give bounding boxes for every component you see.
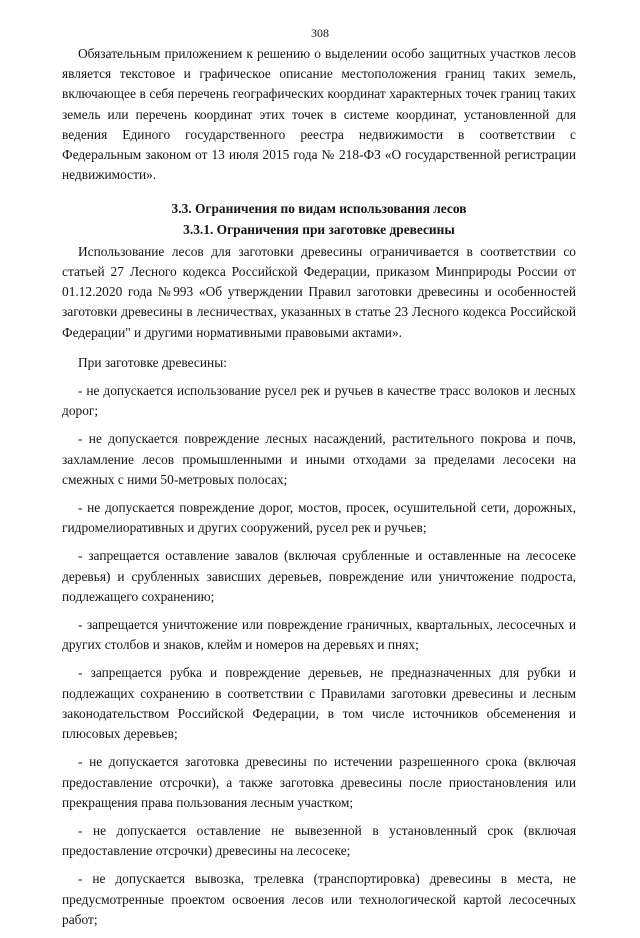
list-intro: При заготовке древесины: bbox=[78, 354, 227, 370]
list-item: - не допускается оставление не вывезенной в установленный срок (включая предоставление отсрочки) древесины на лесосеке; bbox=[62, 822, 576, 859]
list-item: - не допускается заготовка древесины по истечении разрешенного срока (включая предоставление отсрочки), а также заготовка древесины после приостановления или прекращения права пользования лесным участком; bbox=[62, 754, 576, 810]
lead-paragraph: Использование лесов для заготовки древесины ограничивается в соответствии со статьей 27 Лесного кодекса Российской Федерации, приказом Минприроды России от 01.12.2020 года №993 «Об утверждении Правил заготовки древесины и особенностей заготовки древесины в лесничествах, указанных в статье 23 Лесного кодекса Российской Федерации" и другими нормативными правовыми актами». bbox=[62, 243, 576, 340]
list-item: - запрещается оставление завалов (включая срубленные и оставленные на лесосеке деревья) и срубленных зависших деревьев, повреждение или уничтожение подроста, подлежащего сохранению; bbox=[62, 548, 576, 604]
subsection-heading: 3.3.1. Ограничения при заготовке древесины bbox=[183, 221, 455, 237]
page-number: 308 bbox=[311, 26, 329, 40]
list-item: - не допускается повреждение лесных насаждений, растительного покрова и почв, захламление лесов промышленными и иными отходами за пределами лесосеки на смежных с ними 50-метровых полосах; bbox=[62, 431, 576, 487]
list-item: - запрещается рубка и повреждение деревьев, не предназначенных для рубки и подлежащих сохранению в соответствии с Правилами заготовки древесины и лесным законодательством Российской Федерации, в том числе источников обсеменения и плюсовых деревьев; bbox=[62, 665, 576, 742]
document-body bbox=[62, 44, 576, 938]
intro-paragraph: Обязательным приложением к решению о выделении особо защитных участков лесов является текстовое и графическое описание местоположения границ таких земель, включающее в себя перечень географических координат характерных точек границ таких земель или перечень координат этих точек в системе координат, установленной для ведения Единого государственного реестра недвижимости в соответствии с Федеральным законом от 13 июля 2015 года № 218-ФЗ «О государственной регистрации недвижимости». bbox=[62, 46, 576, 183]
list-item: - не допускается использование русел рек и ручьев в качестве трасс волоков и лесных дорог; bbox=[62, 383, 576, 419]
list-item: - не допускается вывозка, трелевка (транспортировка) древесины в места, не предусмотренные проектом освоения лесов или технологической картой лесосечных работ; bbox=[62, 871, 576, 927]
section-heading: 3.3. Ограничения по видам использования лесов bbox=[171, 201, 467, 217]
restrictions-list bbox=[62, 381, 576, 930]
list-item: - запрещается уничтожение или повреждение граничных, квартальных, лесосечных и других столбов и знаков, клейм и номеров на деревьях и пнях; bbox=[62, 617, 576, 653]
list-item: - не допускается повреждение дорог, мостов, просек, осушительной сети, дорожных, гидромелиоративных и других сооружений, русел рек и ручьев; bbox=[62, 500, 576, 536]
